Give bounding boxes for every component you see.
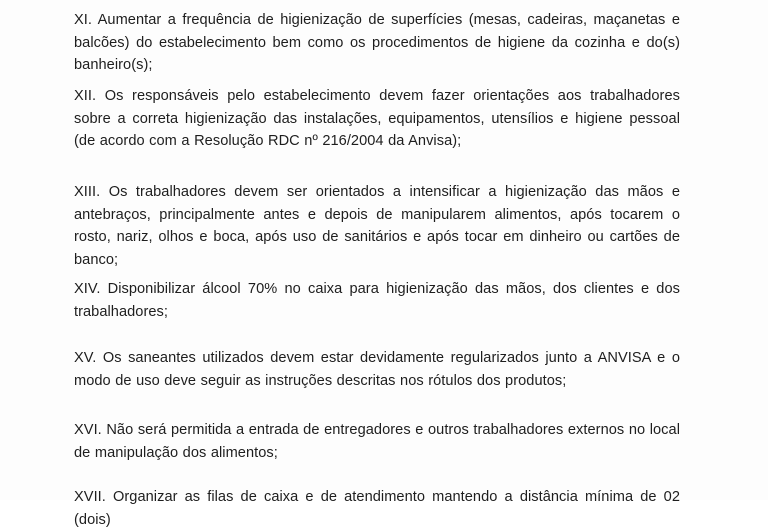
clause-xi-line-2: do estabelecimento bem como os procedimentos de higiene da cozinha e do(s) banheiro(s);: [74, 34, 680, 73]
clause-xv-line-1: XV. Os saneantes utilizados devem estar devidamente regularizados junto a ANVISA e o modo de: [74, 350, 680, 389]
clause-xiv: [74, 278, 680, 323]
clause-xiii-line-2: principalmente antes e depois de manipularem alimentos, após tocarem o rosto, nariz, olhos e: [74, 206, 680, 245]
clause-xiv-line-1: XIV. Disponibilizar álcool 70% no caixa para higienização das mãos, dos clientes e dos: [74, 281, 680, 297]
clause-xvii-line-1: XVII. Organizar as filas de caixa e de atendimento mantendo a distância mínima de 02 (dois): [74, 489, 680, 528]
clause-xii: [74, 85, 680, 153]
clause-xvi-line-1: XVI. Não será permitida a entrada de entregadores e outros trabalhadores externos no local de: [74, 422, 680, 461]
clause-xvi: [74, 419, 680, 464]
clause-xvii: [74, 486, 680, 531]
clause-xii-line-3: a Resolução RDC nº 216/2004 da Anvisa);: [181, 133, 462, 149]
clause-xv-line-2: uso deve seguir as instruções descritas nos rótulos dos produtos;: [136, 372, 567, 389]
clause-xii-line-2: correta higienização das instalações, equipamentos, utensílios e higiene pessoal (de acordo com: [74, 110, 680, 149]
clause-xi-line-1: XI. Aumentar a frequência de higienização de superfícies (mesas, cadeiras, maçanetas e balcões): [74, 12, 680, 51]
clause-xi: [74, 9, 680, 77]
clause-xiii: [74, 181, 680, 271]
clause-xii-line-1: XII. Os responsáveis pelo estabelecimento devem fazer orientações aos trabalhadores sobre a: [74, 88, 680, 127]
clause-xv: [74, 347, 680, 392]
clause-xiii-line-1: XIII. Os trabalhadores devem ser orientados a intensificar a higienização das mãos e antebraços,: [74, 184, 680, 223]
clause-xiii-line-3: boca, após uso de sanitários e após tocar em dinheiro ou cartões de banco;: [74, 229, 680, 268]
clause-xiv-line-2: trabalhadores;: [74, 303, 168, 320]
clause-xvi-line-2: manipulação dos alimentos;: [94, 444, 278, 461]
